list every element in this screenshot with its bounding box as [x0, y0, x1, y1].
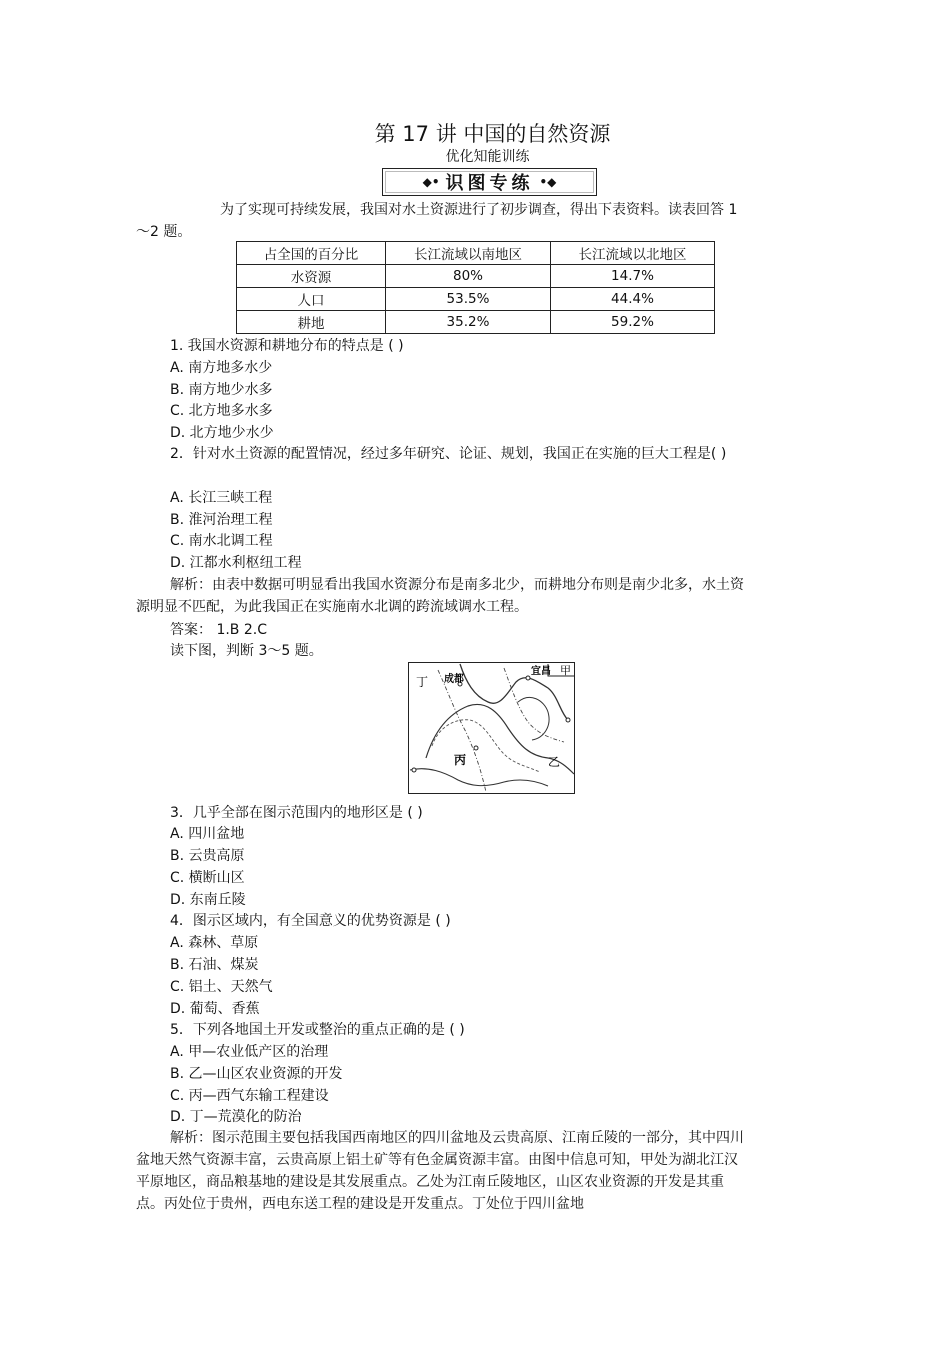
question-5-option: C. 丙—西气东输工程建设 [170, 1088, 329, 1104]
map-label-bing: 丙 [454, 753, 467, 767]
question-3-option: B. 云贵高原 [170, 848, 245, 864]
question-5-option: D. 丁—荒漠化的防治 [170, 1109, 302, 1125]
answer-1: 答案： 1.B 2.C [170, 622, 267, 638]
question-3-option: A. 四川盆地 [170, 826, 245, 842]
question-2-option: B. 淮河治理工程 [170, 512, 273, 528]
table-row [237, 311, 715, 334]
question-4-stem: 4．图示区域内，有全国意义的优势资源是 ( ) [170, 913, 451, 929]
diamond-ornament-left: ◆• [422, 175, 440, 189]
question-5-stem: 5．下列各地国土开发或整治的重点正确的是 ( ) [170, 1022, 465, 1038]
page-title: 第 17 讲 中国的自然资源 [374, 122, 611, 146]
question-3-option: D. 东南丘陵 [170, 892, 246, 908]
question-1-option: A. 南方地多水少 [170, 360, 273, 376]
question-1-stem: 1. 我国水资源和耕地分布的特点是 ( ) [170, 338, 404, 354]
table-cell: 35.2% [386, 311, 551, 334]
diamond-ornament-right: •◆ [539, 175, 557, 189]
table-cell: 44.4% [551, 288, 715, 311]
map-label-yichang: 宜昌 [531, 666, 551, 677]
table-row [237, 288, 715, 311]
table-cell: 14.7% [551, 265, 715, 288]
question-2-option: D. 江都水利枢纽工程 [170, 555, 302, 571]
question-2-option: A. 长江三峡工程 [170, 490, 273, 506]
question-4-option: A. 森林、草原 [170, 935, 259, 951]
table-row [237, 265, 715, 288]
question-4-option: C. 铝土、天然气 [170, 979, 273, 995]
question-3-stem: 3．几乎全部在图示范围内的地形区是 ( ) [170, 805, 423, 821]
table-cell: 水资源 [237, 265, 386, 288]
intro-paragraph: 为了实现可持续发展，我国对水土资源进行了初步调查，得出下表资料。读表回答 1～2 题。 [136, 202, 738, 240]
question-1-option: C. 北方地多水多 [170, 403, 273, 419]
question-3-option: C. 横断山区 [170, 870, 245, 886]
resource-table [236, 241, 715, 334]
table-header: 长江流域以北地区 [551, 242, 715, 265]
question-4-option: D. 葡萄、香蕉 [170, 1001, 260, 1017]
section-banner [382, 168, 597, 196]
map-label-yi: 乙 [548, 755, 561, 769]
question-5-option: B. 乙—山区农业资源的开发 [170, 1066, 343, 1082]
question-2-option: C. 南水北调工程 [170, 533, 273, 549]
page-subtitle: 优化知能训练 [445, 149, 530, 165]
table-cell: 人口 [237, 288, 386, 311]
table-cell: 53.5% [386, 288, 551, 311]
question-2-stem: 2．针对水土资源的配置情况，经过多年研究、论证、规划，我国正在实施的巨大工程是( ) [170, 446, 727, 462]
table-cell: 耕地 [237, 311, 386, 334]
table-cell: 59.2% [551, 311, 715, 334]
region-map [408, 662, 575, 794]
question-5-option: A. 甲—农业低产区的治理 [170, 1044, 329, 1060]
analysis-2: 解析：图示范围主要包括我国西南地区的四川盆地及云贵高原、江南丘陵的一部分，其中四川盆地天然气资源丰富，云贵高原上铝土矿等有色金属资源丰富。由图中信息可知，甲处为湖北江汉平原地区，商品粮基地的建设是其发展重点。乙处为江南丘陵地区，山区农业资源的开发是其重点。丙处位于贵州，西电东送工程的建设是开发重点。丁处位于四川盆地 [136, 1130, 744, 1212]
table-header-row [237, 242, 715, 265]
table-header: 占全国的百分比 [237, 242, 386, 265]
question-4-option: B. 石油、煤炭 [170, 957, 259, 973]
question-1-option: B. 南方地少水多 [170, 382, 273, 398]
map-label-ding: 丁 [416, 675, 429, 689]
question-1-option: D. 北方地少水少 [170, 425, 274, 441]
table-header: 长江流域以南地区 [386, 242, 551, 265]
table-cell: 80% [386, 265, 551, 288]
map-label-chengdu: 成都 [444, 674, 464, 685]
analysis-1: 解析：由表中数据可明显看出我国水资源分布是南多北少，而耕地分布则是南少北多，水土资源明显不匹配，为此我国正在实施南水北调的跨流域调水工程。 [136, 577, 744, 615]
map-label-jia: 甲 [560, 664, 571, 677]
map-intro: 读下图，判断 3～5 题。 [170, 643, 323, 659]
banner-text: 识图专练 [445, 173, 534, 194]
